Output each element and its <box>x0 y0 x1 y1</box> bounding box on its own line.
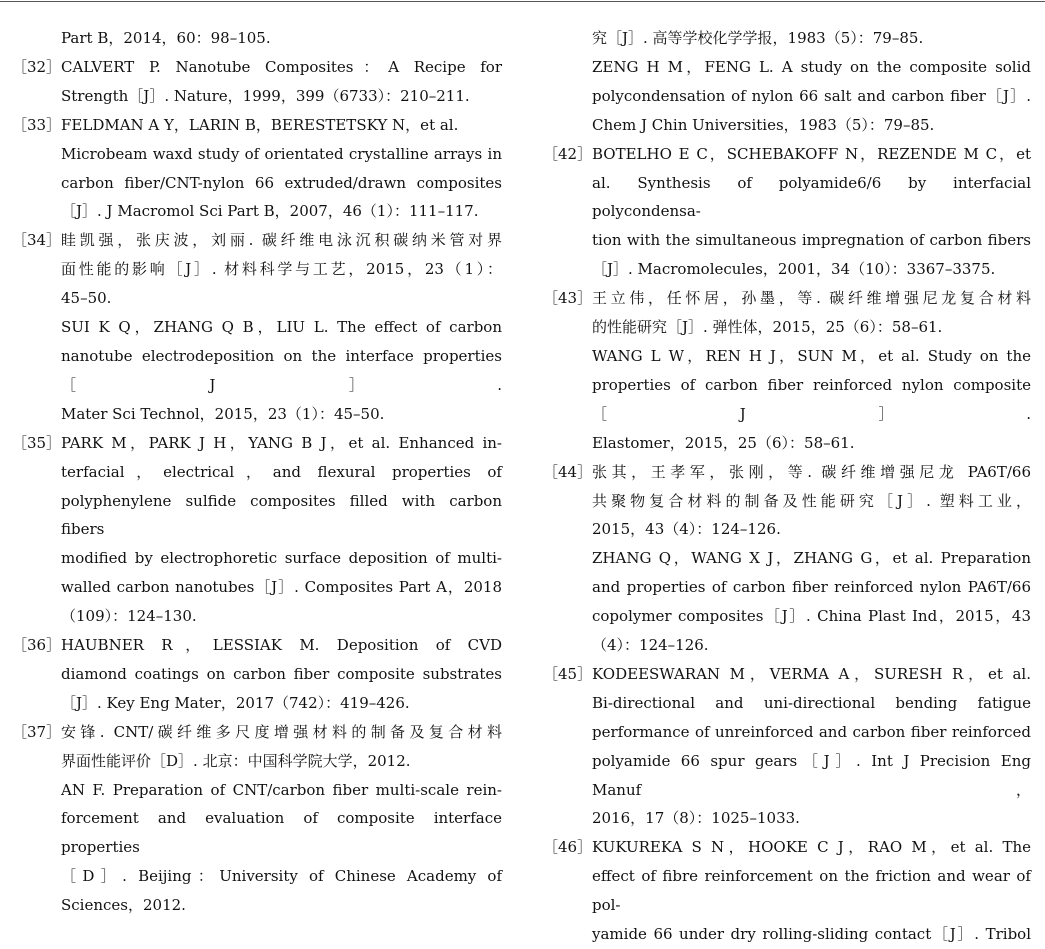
reference-column-left <box>12 24 502 920</box>
reference-entry <box>12 226 502 428</box>
reference-line: 界面性能评价［D］. 北京：中国科学院大学，2012. <box>61 751 411 770</box>
reference-number: ［34］ <box>12 231 62 250</box>
reference-line: forcement and evaluation of composite interface properties <box>61 809 502 857</box>
reference-line: AN F. Preparation of CNT/carbon fiber multi-scale rein- <box>61 780 502 799</box>
reference-number: ［37］ <box>12 722 62 741</box>
reference-line: Chem J Chin Universities，1983（5）：79–85. <box>592 115 935 134</box>
reference-number: ［35］ <box>12 433 62 452</box>
reference-line: 安锋. CNT/碳纤维多尺度增强材料的制备及复合材料 <box>61 722 502 741</box>
reference-entry <box>543 660 1031 833</box>
reference-line: polyphenylene sulfide composites filled with carbon fibers <box>61 491 502 539</box>
reference-line: 王立伟，任怀居，孙墨，等. 碳纤维增强尼龙复合材料 <box>592 289 1031 308</box>
reference-line: ZHANG Q，WANG X J，ZHANG G，et al. Preparation <box>592 549 1031 568</box>
reference-entry <box>543 140 1031 285</box>
reference-line: KODEESWARAN M，VERMA A，SURESH R，et al. <box>592 664 1031 683</box>
reference-continuation <box>12 24 502 53</box>
reference-line: PARK M，PARK J H，YANG B J，et al. Enhanced in- <box>61 433 502 452</box>
reference-line: Elastomer，2015，25（6）：58–61. <box>592 433 855 452</box>
reference-line: 45–50. <box>61 289 112 308</box>
reference-line: KUKUREKA S N，HOOKE C J，RAO M，et al. The <box>592 838 1031 857</box>
reference-line: ［J］. Key Eng Mater，2017（742）：419–426. <box>61 693 410 712</box>
reference-line: Bi-directional and uni-directional bending fatigue <box>592 693 1031 712</box>
reference-entry <box>12 429 502 631</box>
reference-number: ［36］ <box>12 636 62 655</box>
reference-line: performance of unreinforced and carbon fiber reinforced <box>592 722 1031 741</box>
reference-line: al. Synthesis of polyamide6/6 by interfacial polycondensa- <box>592 173 1031 221</box>
reference-line: carbon fiber/CNT-nylon 66 extruded/drawn composites <box>61 173 502 192</box>
reference-line: ZENG H M，FENG L. A study on the composite solid <box>592 57 1031 76</box>
reference-line: effect of fibre reinforcement on the friction and wear of pol- <box>592 867 1031 915</box>
reference-line: 的性能研究［J］. 弹性体，2015，25（6）：58–61. <box>592 318 943 337</box>
reference-line: and properties of carbon fiber reinforced nylon PA6T/66 <box>592 578 1031 597</box>
reference-line: Part B，2014，60：98–105. <box>61 29 271 47</box>
reference-line: Microbeam waxd study of orientated crystalline arrays in <box>61 144 502 163</box>
reference-line: 2015，43（4）：124–126. <box>592 520 781 539</box>
reference-entry <box>543 458 1031 660</box>
reference-line: Sciences，2012. <box>61 896 186 915</box>
reference-line: （109）：124–130. <box>61 607 197 626</box>
reference-line: ［J］. Macromolecules，2001，34（10）：3367–3375. <box>592 260 996 279</box>
reference-line: （4）：124–126. <box>592 636 709 655</box>
reference-line: BOTELHO E C，SCHEBAKOFF N，REZENDE M C，et <box>592 144 1031 163</box>
reference-line: copolymer composites［J］. China Plast Ind，2015，43 <box>592 607 1031 626</box>
reference-line: properties of carbon fiber reinforced nylon composite［J］. <box>592 375 1031 423</box>
reference-number: ［46］ <box>543 838 593 857</box>
reference-number: ［45］ <box>543 664 593 683</box>
reference-line: ［D］. Beijing：University of Chinese Academy of <box>61 867 502 886</box>
reference-line: nanotube electrodeposition on the interface properties［J］. <box>61 346 502 394</box>
reference-line: polyamide 66 spur gears［J］. Int J Precision Eng Manuf， <box>592 751 1031 799</box>
reference-line: 共聚物复合材料的制备及性能研究［J］. 塑料工业， <box>592 491 1031 510</box>
reference-number: ［42］ <box>543 144 593 163</box>
reference-line: 2016，17（8）：1025–1033. <box>592 809 800 828</box>
reference-line: CALVERT P. Nanotube Composites：A Recipe for <box>61 57 502 76</box>
reference-line: modified by electrophoretic surface deposition of multi- <box>61 549 502 568</box>
reference-line: terfacial，electrical，and flexural properties of <box>61 462 502 481</box>
reference-line: FELDMAN A Y，LARIN B，BERESTETSKY N，et al. <box>61 115 459 134</box>
reference-line: tion with the simultaneous impregnation of carbon fibers <box>592 231 1031 250</box>
reference-entry <box>12 631 502 718</box>
reference-number: ［43］ <box>543 289 593 308</box>
reference-line: 眭凯强，张庆波，刘丽. 碳纤维电泳沉积碳纳米管对界 <box>61 231 502 250</box>
reference-entry <box>12 111 502 227</box>
reference-number: ［33］ <box>12 115 62 134</box>
reference-line: walled carbon nanotubes［J］. Composites Part A，2018 <box>61 578 502 597</box>
reference-number: ［32］ <box>12 57 62 76</box>
reference-line: Strength［J］. Nature，1999，399（6733）：210–211. <box>61 86 470 105</box>
header-rule <box>0 1 1045 2</box>
reference-line: polycondensation of nylon 66 salt and carbon fiber［J］. <box>592 86 1031 105</box>
reference-line: 究［J］. 高等学校化学学报，1983（5）：79–85. <box>592 29 924 47</box>
reference-entry <box>12 53 502 111</box>
reference-line: yamide 66 under dry rolling-sliding contact［J］. Tribol <box>592 925 1031 944</box>
reference-entry <box>543 284 1031 457</box>
reference-number: ［44］ <box>543 462 593 481</box>
reference-line: HAUBNER R，LESSIAK M. Deposition of CVD <box>61 636 502 655</box>
reference-line: SUI K Q，ZHANG Q B，LIU L. The effect of carbon <box>61 318 502 337</box>
reference-entry <box>543 833 1031 949</box>
reference-continuation <box>543 24 1031 140</box>
reference-line: diamond coatings on carbon fiber composite substrates <box>61 664 502 683</box>
reference-column-right <box>543 24 1031 949</box>
reference-line: 张其，王孝军，张刚，等. 碳纤维增强尼龙 PA6T/66 <box>592 462 1031 481</box>
reference-line: WANG L W，REN H J，SUN M，et al. Study on the <box>592 346 1031 365</box>
reference-line: ［J］. J Macromol Sci Part B，2007，46（1）：111–117. <box>61 202 479 221</box>
reference-entry <box>12 718 502 920</box>
reference-line: Mater Sci Technol，2015，23（1）：45–50. <box>61 404 385 423</box>
reference-line: 面性能的影响［J］. 材料科学与工艺，2015，23（1）： <box>61 260 502 279</box>
